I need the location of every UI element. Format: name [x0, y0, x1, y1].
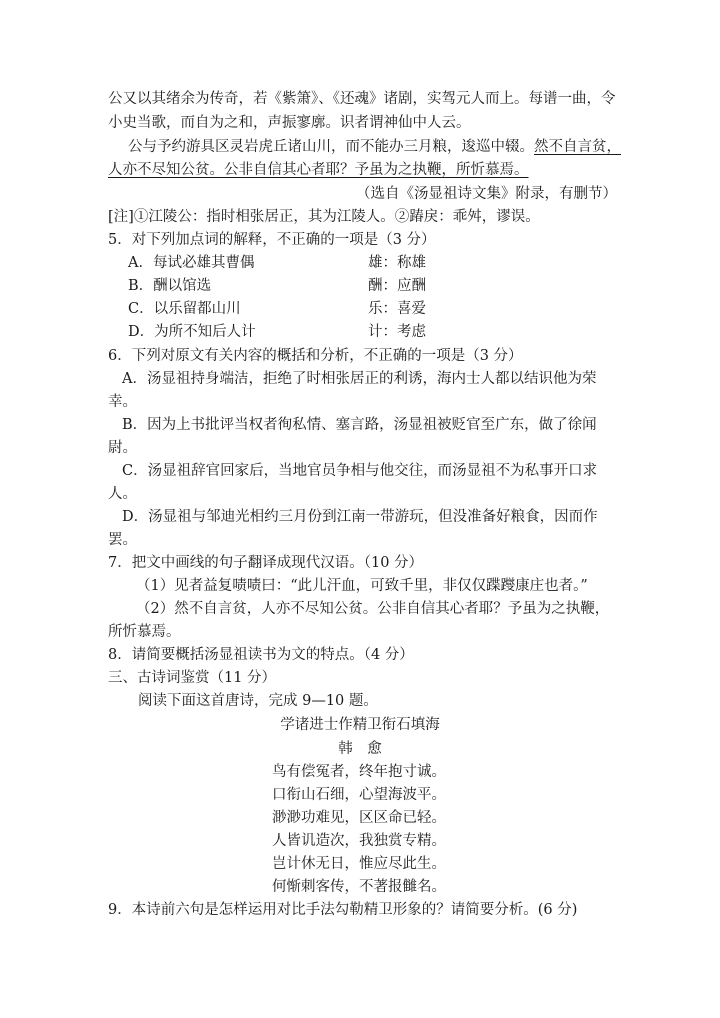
q5-option-a-gloss: 雄：称雄	[368, 255, 426, 271]
section-heading: 三、古诗词鉴赏（11 分）	[108, 670, 277, 686]
q6-option-d: D．汤显祖与邹迪光相约三月份到江南一带游玩，但没准备好粮食，因而作	[122, 509, 598, 525]
poem-line: 鸟有偿冤者，终年抱寸诚。	[272, 764, 446, 780]
annotation-note: [注]①江陵公：指时相张居正，其为江陵人。②踳戾：乖舛，谬误。	[108, 209, 540, 225]
q6-option-a-cont: 幸。	[108, 394, 137, 410]
underlined-sentence: 然不自言贫，	[534, 139, 621, 155]
q5-option-c-gloss: 乐：喜爱	[368, 301, 426, 317]
poem-title: 学诸进士作精卫衔石填海	[280, 717, 440, 733]
q5-option-b: B．酬以馆选	[128, 278, 212, 294]
passage-line	[128, 136, 621, 158]
q7-sentence-2-cont: 所忻慕焉。	[108, 624, 181, 640]
poem-line: 口衔山石细，心望海波平。	[272, 787, 446, 803]
q6-option-b: B．因为上书批评当权者徇私情、塞言路，汤显祖被贬官至广东，做了徐闻	[122, 417, 597, 433]
poem-line: 何惭刺客传，不著报雠名。	[272, 879, 446, 895]
source-citation: （选自《汤显祖诗文集》附录，有删节）	[356, 186, 617, 202]
q5-option-b-gloss: 酬：应酬	[368, 278, 426, 294]
q5-option-a: A．每试必雄其曹偶	[128, 255, 255, 271]
poem-line: 岂计休无日，惟应尽此生。	[272, 856, 446, 872]
question-7-stem: 7．把文中画线的句子翻译成现代汉语。（10 分）	[108, 555, 424, 571]
q5-option-c: C．以乐留都山川	[128, 301, 241, 317]
q5-option-d-gloss: 计：考虑	[368, 324, 426, 340]
q6-option-b-cont: 尉。	[108, 440, 137, 456]
q6-option-d-cont: 罢。	[108, 532, 137, 548]
question-6-stem: 6．下列对原文有关内容的概括和分析，不正确的一项是（3 分）	[108, 348, 523, 364]
passage-text: 公与予约游具区灵岩虎丘诸山川，而不能办三月粮，逡巡中辍。	[128, 139, 534, 155]
question-5-stem: 5．对下列加点词的解释，不正确的一项是（3 分）	[108, 232, 436, 248]
section-instruction: 阅读下面这首唐诗，完成 9—10 题。	[138, 693, 378, 709]
q7-sentence-1: （1）见者益复啧啧曰：“此儿汗血，可致千里，非仅仅蹀躞康庄也者。”	[136, 578, 588, 594]
poem-line: 人皆讥造次，我独赏专精。	[272, 833, 446, 849]
poem-author: 韩 愈	[338, 741, 382, 757]
q6-option-c-cont: 人。	[108, 486, 137, 502]
q6-option-c: C．汤显祖辞官回家后，当地官员争相与他交往，而汤显祖不为私事开口求	[122, 463, 598, 479]
poem-line: 渺渺功难见，区区命已轻。	[272, 810, 446, 826]
q7-sentence-2: （2）然不自言贫，人亦不尽知公贫。公非自信其心者耶？予虽为之执鞭，	[136, 601, 610, 617]
passage-line: 小史当歌，而自为之和，声振寥廓。识者谓神仙中人云。	[108, 115, 471, 131]
q5-option-d: D．为所不知后人计	[128, 324, 256, 340]
question-8-stem: 8．请简要概括汤显祖读书为文的特点。（4 分）	[108, 647, 414, 663]
q6-option-a: A．汤显祖持身端洁，拒绝了时相张居正的利诱，海内士人都以结识他为荣	[122, 371, 597, 387]
underlined-sentence: 人亦不尽知公贫。公非自信其心者耶？予虽为之执鞭，所忻慕焉。	[108, 162, 529, 178]
question-9-stem: 9．本诗前六句是怎样运用对比手法勾勒精卫形象的？请简要分析。(6 分)	[108, 902, 578, 918]
passage-line: 公又以其绪余为传奇，若《紫箫》、《还魂》诸剧，实驾元人而上。每谱一曲，令	[108, 91, 616, 107]
